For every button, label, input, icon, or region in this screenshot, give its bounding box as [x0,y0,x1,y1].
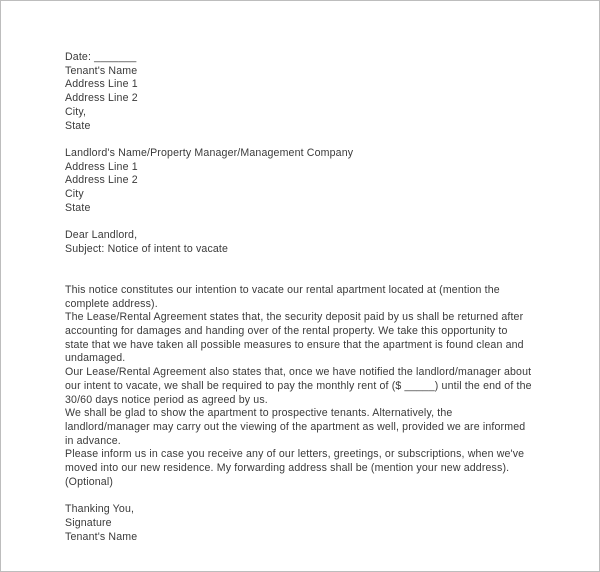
body-line: The Lease/Rental Agreement states that, the security deposit paid by us shall be returned after [65,311,524,324]
body-line: in advance. [65,434,121,447]
body-line: Please inform us in case you receive any of our letters, greetings, or subscriptions, when we've [65,448,525,461]
sender-address-line-1: Address Line 1 [65,78,138,91]
closing-signature: Signature [65,516,112,529]
spacer [65,489,555,503]
body-line: Our Lease/Rental Agreement also states that, once we have notified the landlord/manager about [65,366,532,379]
closing-block [65,503,555,544]
body-paragraphs [65,284,555,490]
body-line: (Optional) [65,475,114,488]
body-line: landlord/manager may carry out the viewing of the apartment as well, provided we are informed [65,420,526,433]
letter-body [65,51,555,544]
body-line: moved into our new residence. My forwarding address shall be (mention your new address). [65,462,510,475]
sender-city: City, [65,105,87,118]
spacer [65,215,555,229]
closing-thanks: Thanking You, [65,503,135,516]
spacer [65,257,555,284]
body-line: 30/60 days notice period as agreed by us. [65,393,268,406]
body-line: complete address). [65,297,158,310]
greeting-block [65,229,555,256]
salutation: Dear Landlord, [65,229,138,242]
recipient-city: City [65,188,84,201]
closing-name: Tenant's Name [65,530,138,543]
sender-name: Tenant's Name [65,64,138,77]
body-line: state that we have taken all possible measures to ensure that the apartment is found clean and [65,338,524,351]
sender-block [65,51,555,133]
body-line: undamaged. [65,352,126,365]
subject-line: Subject: Notice of intent to vacate [65,242,229,255]
spacer [65,133,555,147]
body-line: This notice constitutes our intention to vacate our rental apartment located at (mention the [65,283,500,296]
body-line: accounting for damages and handing over of the rental property. We take this opportunity to [65,325,508,338]
body-line: We shall be glad to show the apartment to prospective tenants. Alternatively, the [65,407,453,420]
date-line: Date: _______ [65,51,137,63]
recipient-address-line-2: Address Line 2 [65,174,138,187]
body-line: our intent to vacate, we shall be required to pay the monthly rent of ($ _____) until the end of the [65,379,532,392]
sender-state: State [65,119,91,132]
recipient-block [65,147,555,216]
recipient-name: Landlord's Name/Property Manager/Management Company [65,146,354,159]
recipient-state: State [65,201,91,214]
recipient-address-line-1: Address Line 1 [65,160,138,173]
sender-address-line-2: Address Line 2 [65,92,138,105]
